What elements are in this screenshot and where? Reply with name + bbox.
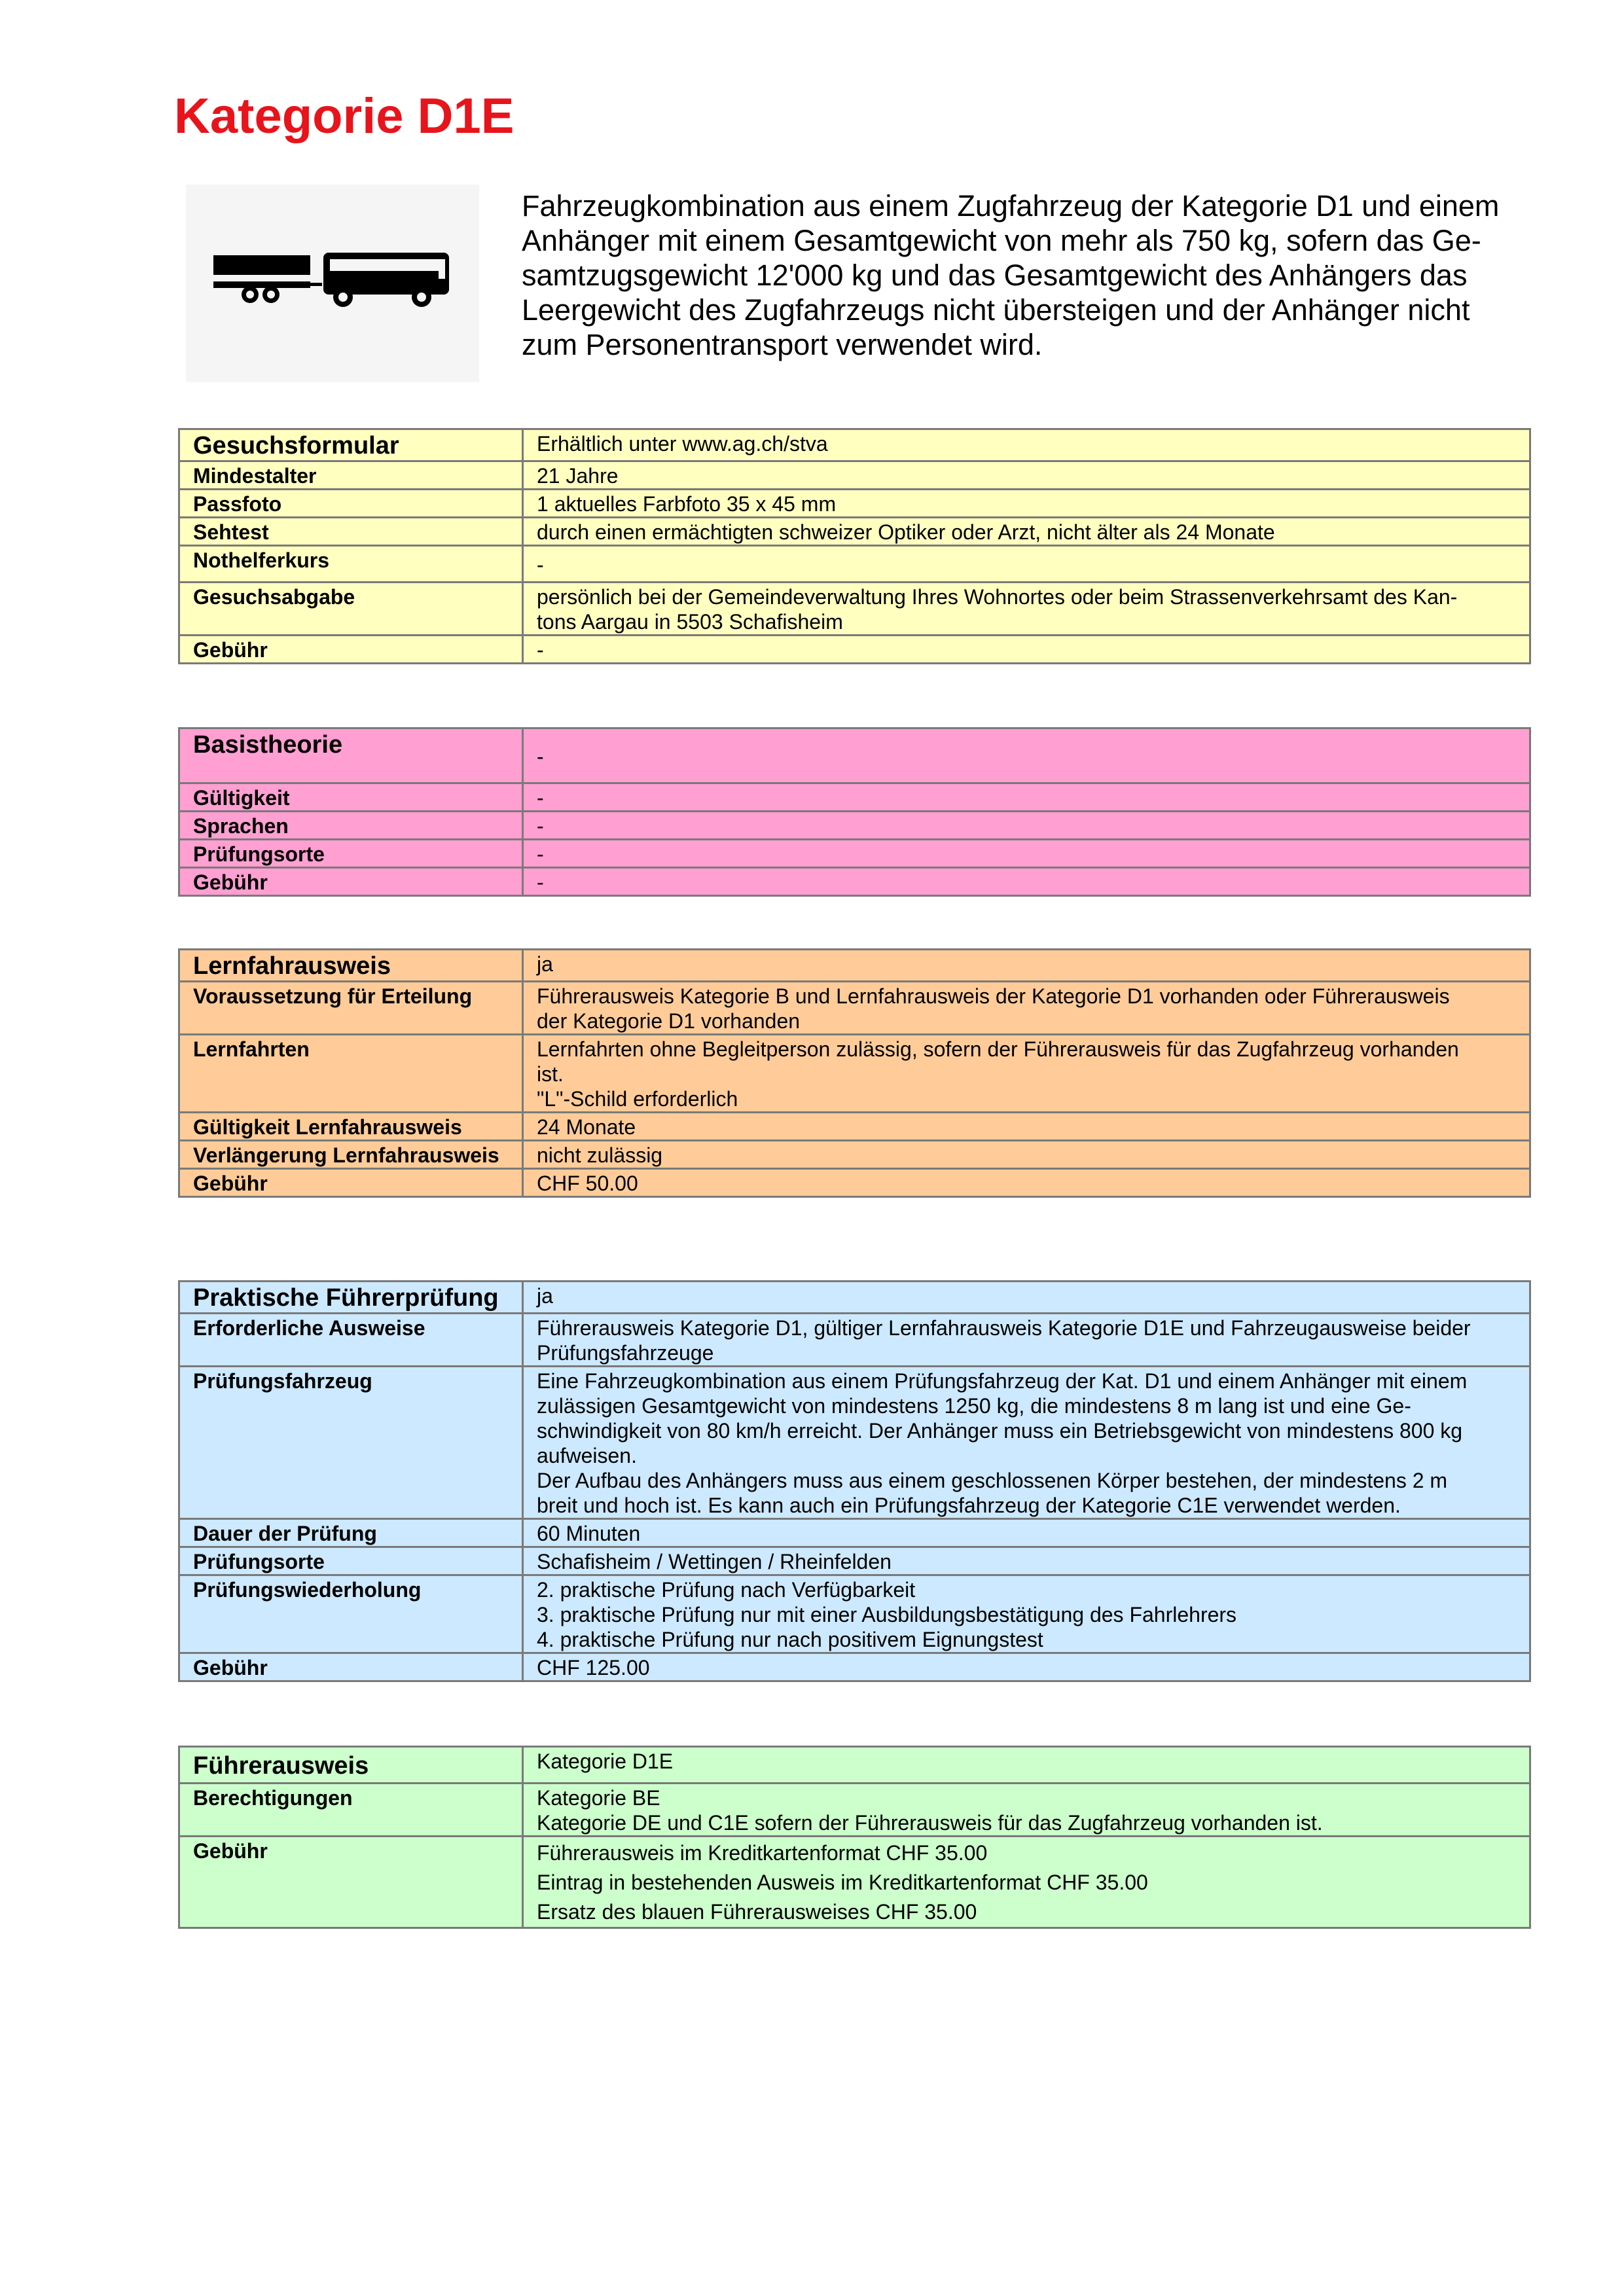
row-value [523,728,1530,783]
value-line: Ersatz des blauen Führerausweises CHF 35.00 [537,1900,977,1924]
row-label: Gebühr [179,1837,523,1928]
value-line: Kategorie D1E [537,1749,674,1773]
table-row [179,982,1530,1035]
category-description [522,188,1543,362]
value-line: Führerausweis Kategorie D1, gültiger Lernfahrausweis Kategorie D1E und Fahrzeugausweise beider [537,1316,1471,1340]
value-line: breit und hoch ist. Es kann auch ein Prüfungsfahrzeug der Kategorie C1E verwendet werden. [537,1494,1401,1517]
row-label: Gültigkeit [179,783,523,812]
value-line: Der Aufbau des Anhängers muss aus einem geschlossenen Körper bestehen, der mindestens 2 m [537,1469,1448,1492]
value-line: 60 Minuten [537,1522,641,1545]
value-line: Lernfahrten ohne Begleitperson zulässig, sofern der Führerausweis für das Zugfahrzeug vorhanden [537,1037,1459,1061]
row-value [523,1784,1530,1837]
application-table [178,428,1531,664]
row-value [523,1282,1530,1314]
description-line: samtzugsgewicht 12'000 kg und das Gesamtgewicht des Anhängers das [522,259,1468,292]
row-label: Sprachen [179,812,523,840]
value-line: persönlich bei der Gemeindeverwaltung Ihres Wohnortes oder beim Strassenverkehrsamt des Kan- [537,585,1458,609]
row-label: Passfoto [179,490,523,518]
table-row [179,490,1530,518]
table-row [179,1575,1530,1653]
value-line: Prüfungsfahrzeuge [537,1341,714,1365]
row-label: Lernfahrten [179,1035,523,1113]
value-line: ja [537,952,553,976]
row-value [523,1653,1530,1681]
row-label: Mindestalter [179,461,523,490]
value-line: - [537,638,544,662]
value-line: - [537,552,544,577]
row-value [523,429,1530,461]
table-row [179,1141,1530,1169]
table-row [179,783,1530,812]
row-value [523,1169,1530,1197]
value-line: Kategorie DE und C1E sofern der Führerausweis für das Zugfahrzeug vorhanden ist. [537,1811,1323,1835]
table-row [179,1314,1530,1367]
table-row [179,1653,1530,1681]
value-line: aufweisen. [537,1444,637,1467]
table-row [179,546,1530,583]
row-value [523,1519,1530,1547]
row-label: Gebühr [179,1169,523,1197]
page-title: Kategorie D1E [174,88,514,144]
table-row [179,1113,1530,1141]
value-line: schwindigkeit von 80 km/h erreicht. Der Anhänger muss ein Betriebsgewicht von mindestens 800 kg [537,1419,1463,1443]
row-label: Prüfungswiederholung [179,1575,523,1653]
table-row [179,728,1530,783]
row-value [523,1837,1530,1928]
row-label: Prüfungsorte [179,840,523,868]
row-value [523,1314,1530,1367]
table-row [179,868,1530,896]
table-row [179,1547,1530,1575]
row-value [523,868,1530,896]
table-row [179,429,1530,461]
row-value [523,546,1530,583]
value-line: - [537,814,544,838]
table-row [179,1784,1530,1837]
description-line: zum Personentransport verwendet wird. [522,328,1043,361]
value-line: Schafisheim / Wettingen / Rheinfelden [537,1550,892,1573]
table-row [179,636,1530,664]
value-line: Führerausweis Kategorie B und Lernfahrausweis der Kategorie D1 vorhanden oder Führerausweis [537,984,1450,1008]
row-label: Verlängerung Lernfahrausweis [179,1141,523,1169]
row-label: Praktische Führerprüfung [179,1282,523,1314]
table-row [179,812,1530,840]
row-label: Gebühr [179,1653,523,1681]
value-line: - [537,870,544,894]
value-line: 2. praktische Prüfung nach Verfügbarkeit [537,1578,916,1602]
table-row [179,1367,1530,1519]
table-row [179,1747,1530,1784]
table-row [179,518,1530,546]
table-row [179,1282,1530,1314]
table-row [179,950,1530,982]
value-line: Kategorie BE [537,1786,660,1810]
table-row [179,461,1530,490]
value-line: Eintrag in bestehenden Ausweis im Kreditkartenformat CHF 35.00 [537,1871,1148,1894]
value-line: - [537,744,544,768]
row-label: Erforderliche Ausweise [179,1314,523,1367]
value-line: - [537,786,544,810]
value-line: durch einen ermächtigten schweizer Optiker oder Arzt, nicht älter als 24 Monate [537,520,1275,544]
practical-exam-table [178,1280,1531,1682]
row-value [523,1141,1530,1169]
value-line: Eine Fahrzeugkombination aus einem Prüfungsfahrzeug der Kat. D1 und einem Anhänger mit einem [537,1369,1468,1393]
row-value [523,1367,1530,1519]
table-row [179,1837,1530,1928]
row-value [523,982,1530,1035]
row-label: Lernfahrausweis [179,950,523,982]
description-line: Anhänger mit einem Gesamtgewicht von mehr als 750 kg, sofern das Ge- [522,224,1481,257]
row-label: Voraussetzung für Erteilung [179,982,523,1035]
row-value [523,840,1530,868]
row-label: Prüfungsfahrzeug [179,1367,523,1519]
row-label: Gesuchsformular [179,429,523,461]
bus-with-trailer-icon [212,250,454,315]
row-value [523,461,1530,490]
table-row [179,1519,1530,1547]
row-value [523,783,1530,812]
value-line: 3. praktische Prüfung nur mit einer Ausbildungsbestätigung des Fahrlehrers [537,1603,1237,1626]
value-line: der Kategorie D1 vorhanden [537,1009,801,1033]
row-label: Prüfungsorte [179,1547,523,1575]
value-line: ist. [537,1062,564,1086]
description-line: Fahrzeugkombination aus einem Zugfahrzeug der Kategorie D1 und einem [522,189,1500,223]
table-row [179,1169,1530,1197]
value-line: 24 Monate [537,1115,636,1139]
value-line: - [537,842,544,866]
row-label: Führerausweis [179,1747,523,1784]
learner-permit-table [178,948,1531,1198]
driving-licence-table [178,1746,1531,1929]
row-value [523,1547,1530,1575]
description-line: Leergewicht des Zugfahrzeugs nicht übersteigen und der Anhänger nicht [522,293,1470,327]
row-value [523,1575,1530,1653]
row-label: Gebühr [179,636,523,664]
table-row [179,583,1530,636]
row-label: Gültigkeit Lernfahrausweis [179,1113,523,1141]
value-line: CHF 125.00 [537,1656,650,1679]
value-line: 1 aktuelles Farbfoto 35 x 45 mm [537,492,837,516]
row-label: Berechtigungen [179,1784,523,1837]
value-line: 4. praktische Prüfung nur nach positivem Eignungstest [537,1628,1043,1651]
row-value [523,1035,1530,1113]
row-label: Gesuchsabgabe [179,583,523,636]
row-value [523,950,1530,982]
value-line: Führerausweis im Kreditkartenformat CHF 35.00 [537,1841,988,1865]
table-row [179,1035,1530,1113]
row-value [523,490,1530,518]
value-line: tons Aargau in 5503 Schafisheim [537,610,843,634]
value-line[interactable]: Erhältlich unter www.ag.ch/stva [537,432,828,456]
row-value [523,583,1530,636]
row-label: Basistheorie [179,728,523,783]
row-label: Sehtest [179,518,523,546]
row-label: Dauer der Prüfung [179,1519,523,1547]
value-line: CHF 50.00 [537,1172,638,1195]
value-line: ja [537,1284,553,1308]
value-line: 21 Jahre [537,464,619,488]
table-row [179,840,1530,868]
row-value [523,1113,1530,1141]
basic-theory-table [178,727,1531,897]
value-line: nicht zulässig [537,1143,663,1167]
value-line: "L"-Schild erforderlich [537,1087,738,1111]
value-line: zulässigen Gesamtgewicht von mindestens 1250 kg, die mindestens 8 m lang ist und eine Ge- [537,1394,1411,1418]
row-value [523,636,1530,664]
row-value [523,812,1530,840]
row-label: Gebühr [179,868,523,896]
row-label: Nothelferkurs [179,546,523,583]
row-value [523,1747,1530,1784]
row-value [523,518,1530,546]
category-pictogram [186,185,479,382]
